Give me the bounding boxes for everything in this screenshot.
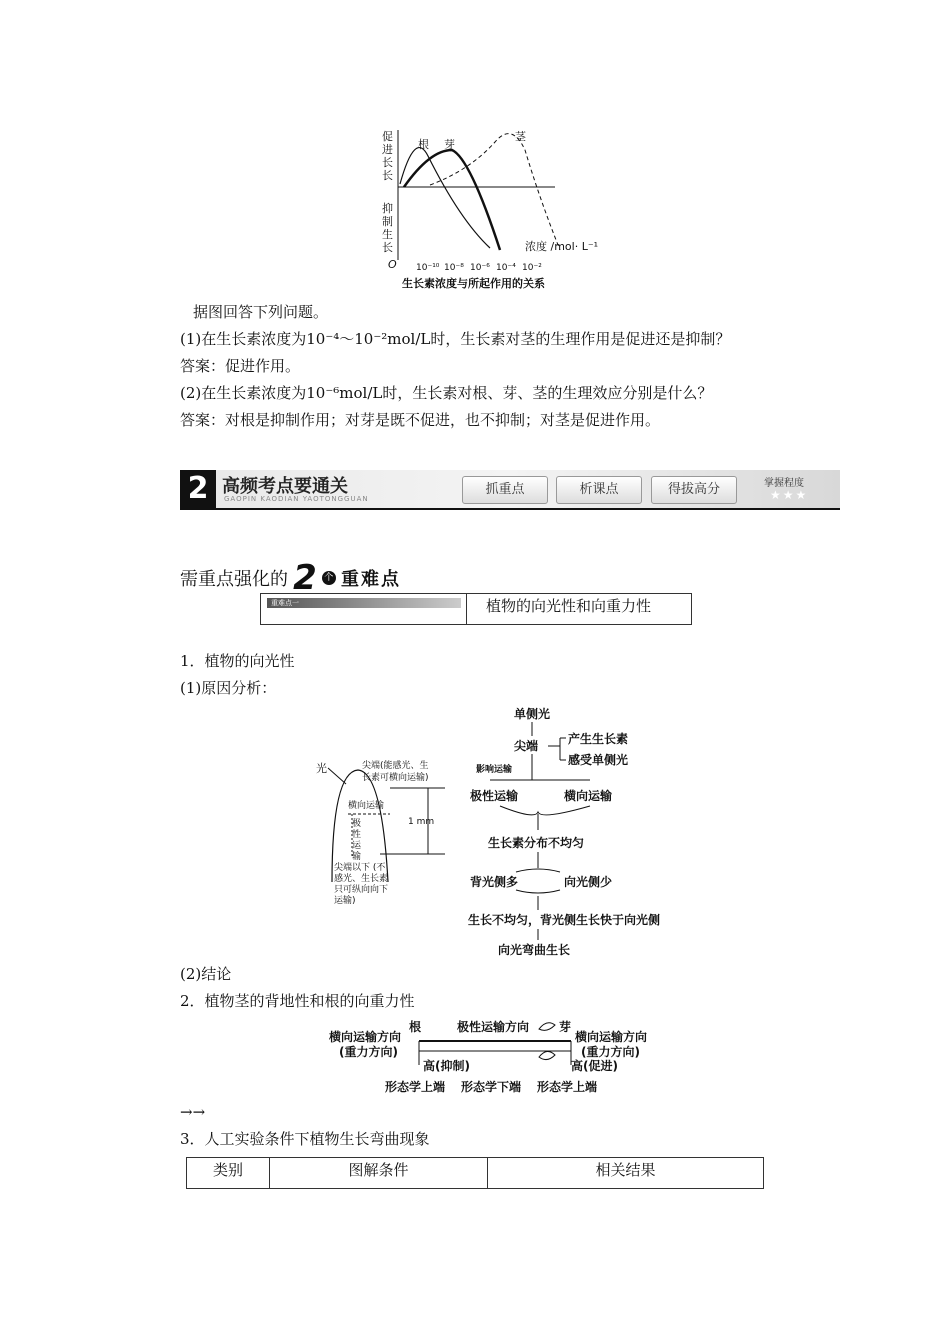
bud-label: 芽 — [444, 138, 455, 151]
gravity-lat-right-1: 横向运输方向 — [575, 1030, 648, 1044]
flow-affect: 影响运输 — [476, 765, 513, 775]
y-promote-char-4: 长 — [382, 169, 393, 182]
flow-bend: 向光弯曲生长 — [498, 943, 571, 957]
section-banner — [180, 470, 840, 510]
flow-growth: 生长不均匀，背光侧生长快于向光侧 — [468, 913, 661, 927]
x-unit-label: 浓度 /mol· L⁻¹ — [525, 240, 599, 253]
flow-produce: 产生生长素 — [568, 732, 629, 746]
polar-char-4: 输 — [352, 852, 362, 862]
flow-merge — [500, 806, 590, 815]
mastery-label: 掌握程度 — [764, 478, 804, 489]
polar-char-2: 性 — [352, 830, 362, 840]
y-promote-char-2: 进 — [382, 143, 393, 156]
y-inhibit-char-1: 抑 — [382, 202, 393, 215]
flow-sense: 感受单侧光 — [568, 753, 629, 767]
flow-bracket — [548, 738, 566, 760]
section-1-2: (2)结论 — [180, 965, 232, 983]
heading-prefix: 需重点强化的 — [180, 569, 288, 590]
key-points-heading — [180, 558, 401, 598]
mm-label: 1 mm — [408, 817, 435, 827]
arrows-text: →→ — [180, 1103, 206, 1121]
gravity-morph-top-1: 形态学上端 — [385, 1080, 446, 1094]
flow-lateral: 横向运输 — [564, 789, 613, 803]
section-2-title: 2．植物茎的背地性和根的向重力性 — [180, 992, 415, 1010]
gravity-high-inhibit: 高(抑制) — [423, 1059, 470, 1073]
gravitropism-diagram — [325, 1017, 665, 1097]
heading-number: 2 — [293, 558, 317, 598]
question-1: (1)在生长素浓度为10⁻⁴～10⁻²mol/L时，生长素对茎的生理作用是促进还是抑制？ — [180, 330, 731, 348]
lateral-label: 横向运输 — [348, 801, 385, 811]
tip-note-1: 尖端(能感光、生 — [362, 761, 429, 771]
section-3-title: 3．人工实验条件下植物生长弯曲现象 — [180, 1130, 430, 1148]
y-label-inhibit — [382, 201, 393, 254]
mastery-stars-icon: ★★★ — [770, 488, 809, 502]
stem-label: 茎 — [515, 130, 526, 143]
root-label: 根 — [418, 138, 429, 151]
y-inhibit-char-2: 制 — [382, 215, 393, 228]
light-arrow-icon — [328, 768, 346, 784]
analyze-button[interactable]: 析课点 — [556, 476, 642, 504]
flow-brace — [516, 869, 560, 893]
question-2: (2)在生长素浓度为10⁻⁶mol/L时，生长素对根、芽、茎的生理效应分别是什么？ — [180, 384, 713, 402]
gravity-lat-left-1: 横向运输方向 — [329, 1030, 402, 1044]
gravity-lat-right-2: (重力方向) — [581, 1045, 640, 1059]
section-1-1: (1)原因分析： — [180, 679, 277, 697]
banner-title: 高频考点要通关 — [222, 476, 348, 497]
gravity-polar-dir: 极性运输方向 — [457, 1020, 530, 1034]
table-header-condition: 图解条件 — [270, 1158, 488, 1189]
polar-char-1: 极 — [352, 819, 362, 829]
y-inhibit-char-3: 生 — [382, 228, 393, 241]
tip-note-2: 长素可横向运输) — [362, 773, 429, 783]
heading-unit-badge: 个 — [322, 571, 336, 585]
heading-suffix: 重难点 — [340, 569, 401, 590]
gravity-root: 根 — [409, 1020, 422, 1034]
gravity-lat-left-2: (重力方向) — [339, 1045, 398, 1059]
answer-1: 答案：促进作用。 — [180, 357, 301, 375]
experiment-table — [186, 1157, 764, 1189]
gravity-bud: 芽 — [559, 1020, 572, 1034]
tick-5: 10⁻² — [522, 263, 542, 273]
graph-caption: 生长素浓度与所起作用的关系 — [402, 277, 545, 290]
bud-leaf-icon — [539, 1023, 555, 1031]
keypoint-tag: 重难点一 — [267, 598, 461, 608]
bud-leaf-icon-2 — [539, 1051, 555, 1059]
auxin-concentration-graph — [370, 120, 620, 300]
below-note-2: 感光、生长素 — [334, 874, 389, 884]
flow-uneven: 生长素分布不均匀 — [488, 836, 585, 850]
gravity-morph-top-2: 形态学上端 — [537, 1080, 598, 1094]
below-note-3: 只可纵向向下 — [334, 885, 389, 895]
gravity-high-promote: 高(促进) — [571, 1059, 618, 1073]
origin-label: O — [388, 258, 397, 271]
y-inhibit-char-4: 长 — [382, 241, 393, 254]
flow-polar: 极性运输 — [470, 789, 519, 803]
high-score-button[interactable]: 得拔高分 — [651, 476, 737, 504]
keypoint-text: 植物的向光性和向重力性 — [486, 597, 652, 615]
below-note-1: 尖端以下 (不 — [334, 863, 386, 873]
tick-4: 10⁻⁴ — [496, 263, 516, 273]
tick-3: 10⁻⁶ — [470, 263, 490, 273]
tick-1: 10⁻¹⁰ — [416, 263, 440, 273]
table-header-row — [187, 1158, 764, 1189]
gravity-morph-bottom: 形态学下端 — [461, 1080, 522, 1094]
grasp-key-button[interactable]: 抓重点 — [462, 476, 548, 504]
answer-2: 答案：对根是抑制作用；对芽是既不促进，也不抑制；对茎是促进作用。 — [180, 411, 661, 429]
keypoint-box — [260, 593, 692, 625]
banner-number: 2 — [180, 470, 216, 508]
below-note-4: 运输) — [334, 896, 356, 906]
phototropism-flowchart — [460, 702, 690, 960]
section-1-title: 1．植物的向光性 — [180, 652, 295, 670]
keypoint-divider — [466, 594, 467, 624]
y-promote-char-3: 长 — [382, 156, 393, 169]
y-promote-char-1: 促 — [382, 130, 393, 143]
shoot-tip-diagram — [310, 752, 460, 907]
flow-back: 背光侧多 — [470, 875, 519, 889]
light-label: 光 — [316, 762, 327, 775]
flow-tip: 尖端 — [514, 739, 539, 753]
tick-2: 10⁻⁸ — [444, 263, 464, 273]
root-curve — [400, 148, 490, 248]
intro-text: 据图回答下列问题。 — [193, 303, 329, 321]
table-header-result: 相关结果 — [488, 1158, 764, 1189]
table-header-category: 类别 — [187, 1158, 270, 1189]
polar-char-3: 运 — [352, 841, 362, 851]
y-label-promote — [382, 130, 393, 182]
flow-light: 单侧光 — [514, 707, 551, 721]
banner-pinyin: GAOPIN KAODIAN YAOTONGGUAN — [224, 495, 369, 503]
flow-front: 向光侧少 — [564, 875, 613, 889]
